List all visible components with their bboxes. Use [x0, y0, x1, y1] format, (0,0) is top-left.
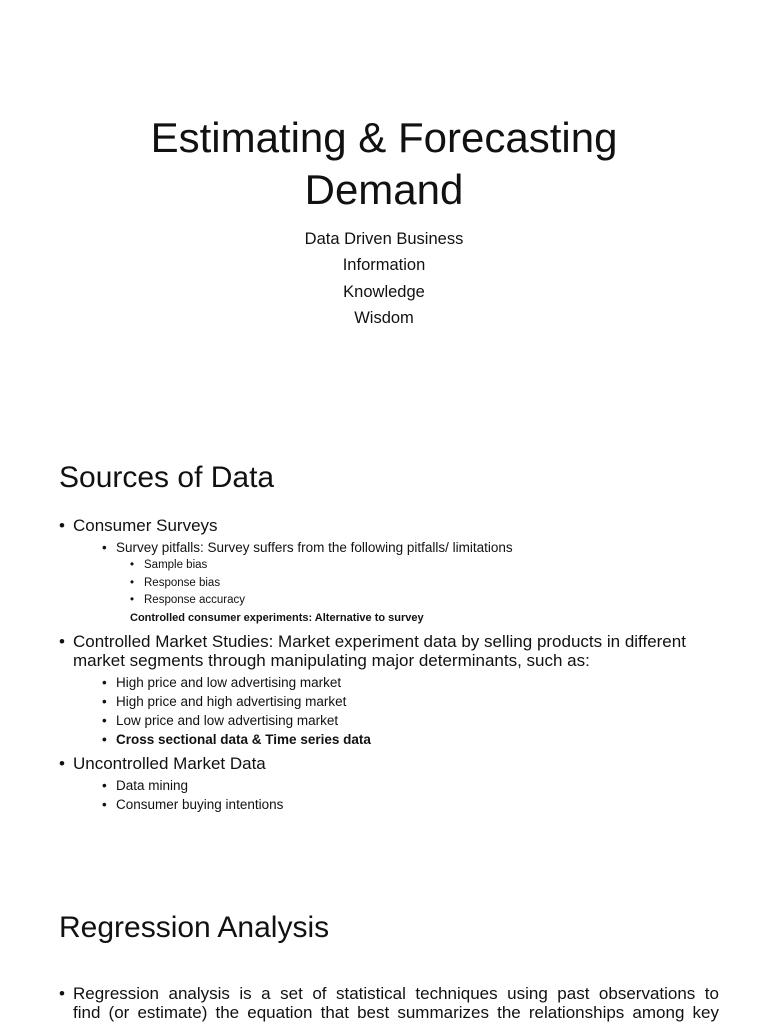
note-controlled-experiments: Controlled consumer experiments: Alternative to survey — [130, 611, 424, 624]
slide-heading: Sources of Data — [59, 461, 275, 494]
bullet-list — [59, 984, 719, 1024]
list-item — [102, 795, 719, 814]
list-item-consumer-surveys — [59, 516, 719, 627]
bullet-icon: • — [102, 777, 107, 793]
slide-subtitle — [0, 226, 768, 331]
list-item-label: Consumer buying intentions — [116, 796, 284, 812]
bullet-icon: • — [102, 693, 107, 709]
list-item-label: High price and high advertising market — [116, 693, 347, 709]
bullet-icon: • — [102, 540, 107, 555]
bullet-icon: • — [130, 594, 135, 606]
bullet-icon: • — [102, 796, 107, 812]
list-item-label: Survey pitfalls: Survey suffers from the following pitfalls/ limitations — [116, 540, 513, 555]
subtitle-line: Data Driven Business — [304, 230, 464, 248]
list-item — [102, 711, 719, 730]
list-item-label: Response bias — [144, 576, 221, 589]
sources-of-data-slide — [0, 440, 768, 880]
bullet-icon: • — [59, 753, 65, 773]
bullet-icon: • — [102, 674, 107, 690]
sub-list — [73, 538, 719, 627]
subtitle-line: Wisdom — [354, 308, 414, 327]
slide-title-line-1: Estimating & Forecasting — [150, 114, 618, 161]
list-item — [102, 730, 719, 749]
bullet-icon: • — [102, 731, 107, 747]
list-item-label: Cross sectional data & Time series data — [116, 731, 371, 747]
list-item — [130, 557, 719, 575]
paragraph-line: find (or estimate) the equation that best summarizes the relationships among key — [73, 1003, 719, 1022]
list-item-controlled-market-studies — [59, 632, 719, 749]
slide-heading: Regression Analysis — [59, 911, 330, 944]
list-item-label: Uncontrolled Market Data — [73, 753, 266, 773]
list-item-uncontrolled-market-data — [59, 754, 719, 814]
list-item-label: High price and low advertising market — [116, 674, 342, 690]
list-item — [102, 776, 719, 795]
slide-title — [0, 112, 768, 216]
list-item-label: Sample bias — [144, 559, 208, 571]
bullet-icon: • — [59, 631, 65, 651]
sub-list — [73, 673, 719, 749]
title-slide — [0, 0, 768, 440]
list-item — [102, 673, 719, 692]
subtitle-line: Knowledge — [343, 282, 425, 301]
bullet-icon: • — [102, 712, 107, 728]
regression-analysis-slide — [0, 880, 768, 1024]
sub-list — [73, 776, 719, 814]
paragraph-line: Regression analysis is a set of statistical techniques using past observations to — [73, 984, 719, 1003]
subtitle-line: Information — [342, 256, 426, 275]
bullet-icon: • — [59, 984, 65, 1003]
list-item-label: Consumer Surveys — [73, 516, 218, 535]
list-item-label: Low price and low advertising market — [116, 712, 339, 728]
list-item-survey-pitfalls — [102, 538, 719, 557]
list-item — [130, 575, 719, 593]
list-item-label: Controlled Market Studies: Market experiment data by selling products in different market segments through manipulating major determinants, such as: — [73, 631, 686, 670]
bullet-list — [59, 516, 719, 819]
list-item-regression-definition — [59, 984, 719, 1022]
bullet-icon: • — [130, 559, 135, 571]
list-item-label: Data mining — [116, 777, 189, 793]
bullet-icon: • — [59, 516, 65, 535]
bullet-icon: • — [130, 576, 135, 589]
list-item — [130, 592, 719, 610]
slide-title-line-2: Demand — [304, 166, 464, 213]
list-item — [102, 692, 719, 711]
list-item-label: Response accuracy — [144, 594, 245, 606]
